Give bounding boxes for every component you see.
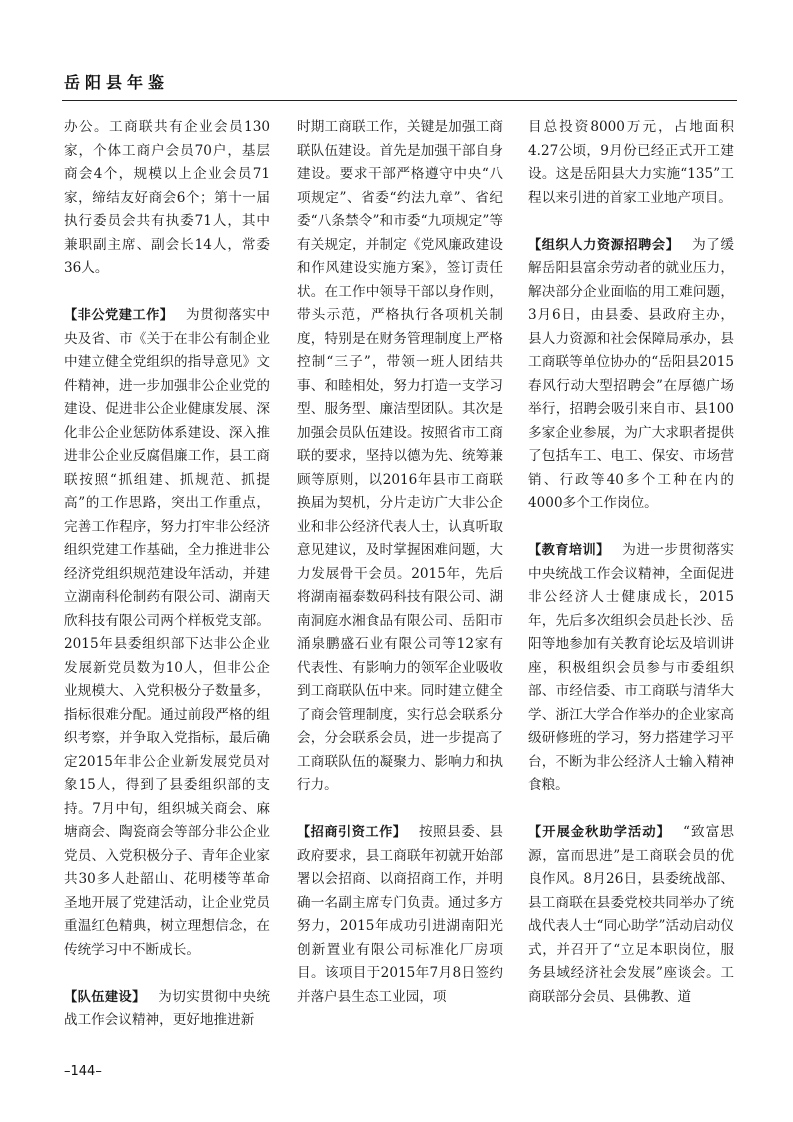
paragraph-text: 为进一步贯彻落实中央统战工作会议精神，全面促进非公经济人士健康成长，2015年，先后多次组织会员赴长沙、岳阳等地参加有关教育论坛及培训讲座，积极组织会员参与市委组织部、市经信委、市工商联与清华大学、浙江大学合作举办的企业家高级研修班的学习，努力搭建学习平台，不断为非公经济人士输入精神食粮。	[528, 542, 734, 793]
paragraph-text: 为贯彻落实中央及省、市《关于在非公有制企业中建立健全党组织的指导意见》文件精神，进一步加强非公企业党的建设、促进非公企业健康发展、深化非公企业惩防体系建设、深入推进非公企业反腐倡廉工作，县工商联按照“抓组建、抓规范、抓提高”的工作思路，突出工作重点，完善工作程序，努力打牢非公经济组织党建工作基础，全力推进非公经济党组织规范建设年活动，并建立湖南科伦制药有限公司、湖南天欣科技有限公司两个样板党支部。2015年县委组织部下达非公企业发展新党员数为10人，但非公企业规模大、入党积极分子数量多，指标很难分配。通过前段严格的组织考察，并争取入党指标，最后确定2015年非公企业新发展党员对象15人，得到了县委组织部的支持。7月中旬，组织城关商会、麻塘商会、陶瓷商会等部分非公企业党员、入党积极分子、青年企业家共30多人赴韶山、花明楼等革命圣地开展了党建活动，让企业党员重温红色精典，树立理想信念，在传统学习中不断成长。	[64, 307, 271, 958]
text-column-3	[528, 116, 734, 1009]
paragraph-text: 目总投资8000万元，占地面积4.27公顷，9月份已经正式开工建设。这是岳阳县大力实施“135”工程以来引进的首家工业地产项目。	[528, 119, 734, 206]
paragraph	[64, 116, 270, 281]
paragraph	[528, 821, 734, 1009]
paragraph	[64, 986, 270, 1033]
text-column-1	[64, 116, 270, 1033]
page-number: –144–	[64, 1064, 102, 1079]
paragraph	[297, 821, 503, 1009]
yearbook-header-title: 岳阳县年鉴	[64, 73, 170, 92]
paragraph-text: “致富思源，富而思进”是工商联会员的优良作风。8月26日，县委统战部、县工商联在县委党校共同举办了统战代表人士“同心助学”活动启动仪式，并召开了“立足本职岗位，服务县域经济社会发展”座谈会。工商联部分会员、县佛教、道	[528, 824, 735, 1005]
paragraph	[528, 116, 734, 210]
section-heading: 【开展金秋助学活动】	[528, 825, 671, 840]
paragraph	[528, 539, 734, 798]
section-heading: 【组织人力资源招聘会】	[528, 237, 680, 253]
text-column-2	[297, 116, 503, 1009]
section-heading: 【招商引资工作】	[297, 825, 407, 840]
section-heading: 【教育培训】	[528, 543, 610, 558]
paragraph-text: 办公。工商联共有企业会员130家，个体工商户会员70户，基层商会4个，规模以上企业会员71家，缔结友好商会6个；第十一届执行委员会共有执委71人，其中兼职副主席、副会长14人，常委36人。	[64, 119, 270, 276]
paragraph	[297, 116, 503, 798]
paragraph-text: 为切实贯彻中央统战工作会议精神，更好地推进新	[64, 988, 270, 1028]
section-heading: 【队伍建设】	[64, 989, 146, 1005]
header-rule	[62, 100, 737, 101]
paragraph	[64, 304, 270, 962]
section-heading: 【非公党建工作】	[64, 308, 174, 323]
paragraph	[528, 234, 734, 516]
paragraph-text: 按照县委、县政府要求，县工商联年初就开始部署以会招商、以商招商工作，并明确一名副主席专门负责。通过多方努力，2015年成功引进湖南阳光创新置业有限公司标准化厂房项目。该项目于2015年7月8日签约并落户县生态工业园，项	[297, 824, 504, 1005]
paragraph-text: 为了缓解岳阳县富余劳动者的就业压力，解决部分企业面临的用工难问题，3月6日，由县委、县政府主办，县人力资源和社会保障局承办，县工商联等单位协办的“岳阳县2015春风行动大型招聘会”在厚德广场举行，招聘会吸引来自市、县100多家企业参展，为广大求职者提供了包括车工、电工、保安、市场营销、行政等40多个工种在内的4000多个工作岗位。	[528, 236, 735, 511]
paragraph-text: 时期工商联工作，关键是加强工商联队伍建设。首先是加强干部自身建设。要求干部严格遵守中央“八项规定”、省委“约法九章”、省纪委“八条禁令”和市委“九项规定”等有关规定，并制定《党风廉政建设和作风建设实施方案》，签订责任状。在工作中领导干部以身作则，带头示范，严格执行各项机关制度，特别是在财务管理制度上严格控制“三子”，带领一班人团结共事、和睦相处，努力打造一支学习型、服务型、廉洁型团队。其次是加强会员队伍建设。按照省市工商联的要求，坚持以德为先、统筹兼顾等原则，以2016年县市工商联换届为契机，分片走访广大非公企业和非公经济代表人士，认真听取意见建议，及时掌握困难问题，大力发展骨干会员。2015年，先后将湖南福泰数码科技有限公司、湖南洞庭水湘食品有限公司、岳阳市涌泉鹏盛石业有限公司等12家有代表性、有影响力的领军企业吸收到工商联队伍中来。同时建立健全了商会管理制度，实行总会联系分会，分会联系会员，进一步提高了工商联队伍的凝聚力、影响力和执行力。	[297, 119, 503, 793]
